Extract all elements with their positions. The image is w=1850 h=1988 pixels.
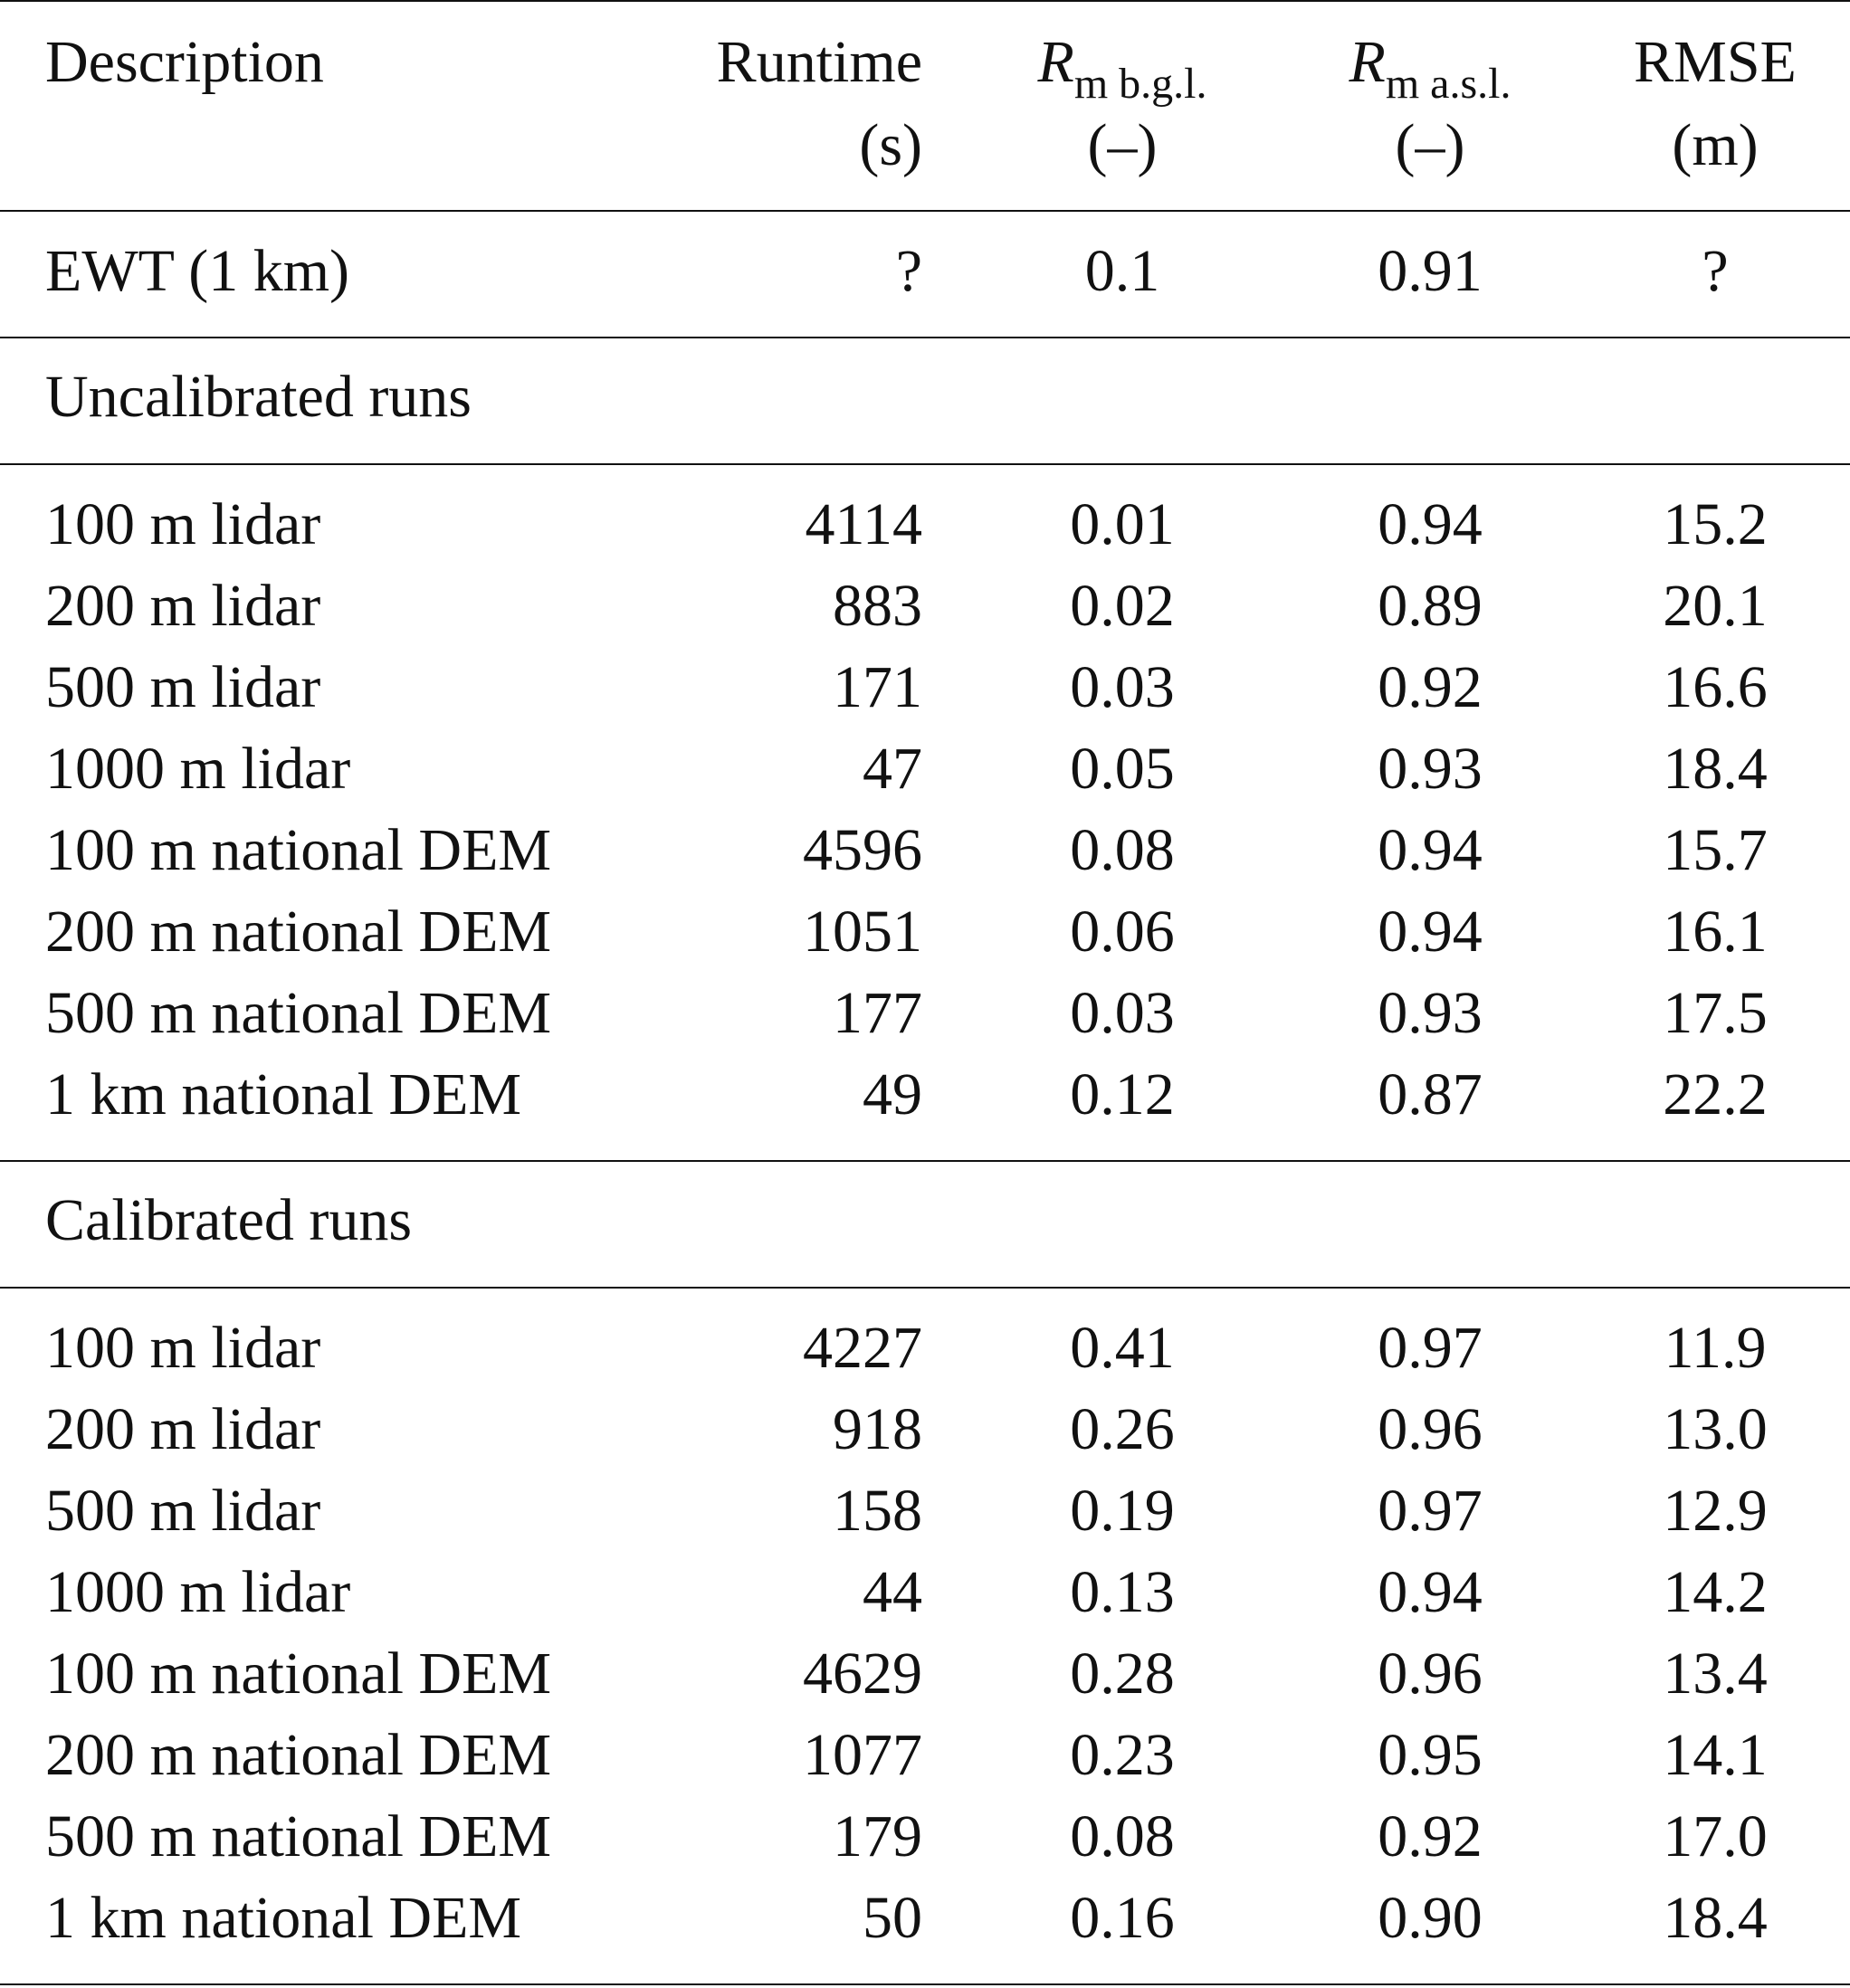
table-row (0, 1470, 1850, 1552)
table-row (0, 1633, 1850, 1715)
cell-rmse: ? (1702, 238, 1729, 304)
cell-r-bgl: 0.08 (1070, 817, 1175, 883)
cell-description: 100 m national DEM (45, 817, 552, 883)
cell-r-asl: 0.90 (1378, 1885, 1483, 1951)
cell-description: 500 m lidar (45, 1478, 321, 1544)
section-uncalibrated (0, 357, 1850, 438)
cell-rmse: 11.9 (1664, 1315, 1767, 1381)
table-row (0, 1715, 1850, 1796)
cell-runtime: 49 (863, 1061, 922, 1127)
cell-r-bgl: 0.03 (1070, 980, 1175, 1046)
table-row (0, 1389, 1850, 1470)
header-row-2 (0, 105, 1850, 186)
cell-r-bgl: 0.16 (1070, 1885, 1175, 1951)
header-r-bgl-symbol: R (1037, 29, 1074, 95)
cell-description: 100 m lidar (45, 491, 321, 557)
cell-r-bgl: 0.28 (1070, 1641, 1175, 1707)
cell-r-asl: 0.92 (1378, 1803, 1483, 1869)
header-runtime-unit: (s) (859, 112, 922, 178)
cell-r-bgl: 0.41 (1070, 1315, 1175, 1381)
cell-description: 200 m national DEM (45, 899, 552, 965)
cell-r-bgl: 0.08 (1070, 1803, 1175, 1869)
cell-r-asl: 0.96 (1378, 1396, 1483, 1462)
cell-r-asl: 0.87 (1378, 1061, 1483, 1127)
table-row (0, 1054, 1850, 1136)
cell-r-asl: 0.94 (1378, 817, 1483, 883)
cell-rmse: 15.7 (1663, 817, 1768, 883)
cell-rmse: 14.1 (1663, 1722, 1768, 1788)
header-r-bgl-unit: (–) (1087, 112, 1158, 178)
cell-runtime: 4114 (805, 491, 922, 557)
cell-description: 500 m national DEM (45, 1803, 552, 1869)
cell-runtime: 177 (833, 980, 922, 1046)
cell-r-bgl: 0.02 (1070, 573, 1175, 639)
cell-rmse: 17.0 (1663, 1803, 1768, 1869)
cell-rmse: 15.2 (1663, 491, 1768, 557)
table-row (0, 1308, 1850, 1389)
table-row (0, 973, 1850, 1054)
header-r-bgl (1014, 22, 1231, 108)
top-rule (0, 0, 1850, 2)
cell-r-asl: 0.94 (1378, 1559, 1483, 1625)
cell-description: 1000 m lidar (45, 1559, 351, 1625)
cell-r-bgl: 0.12 (1070, 1061, 1175, 1127)
header-row-1 (0, 22, 1850, 108)
cell-r-bgl: 0.03 (1070, 654, 1175, 720)
cell-runtime: 4227 (803, 1315, 922, 1381)
table-row (0, 810, 1850, 891)
cell-description: 1000 m lidar (45, 736, 351, 802)
ewt-rule (0, 337, 1850, 338)
cell-rmse: 13.0 (1663, 1396, 1768, 1462)
cell-r-bgl: 0.19 (1070, 1478, 1175, 1544)
cell-rmse: 16.6 (1663, 654, 1768, 720)
cell-description: 1 km national DEM (45, 1061, 522, 1127)
cell-rmse: 16.1 (1663, 899, 1768, 965)
table-row (0, 891, 1850, 973)
table-row (0, 728, 1850, 810)
header-r-asl-unit: (–) (1395, 112, 1465, 178)
section-calibrated (0, 1180, 1850, 1261)
cell-r-bgl: 0.06 (1070, 899, 1175, 965)
cell-description: 100 m lidar (45, 1315, 321, 1381)
cell-rmse: 17.5 (1663, 980, 1768, 1046)
cell-runtime: 50 (863, 1885, 922, 1951)
cell-r-asl: 0.97 (1378, 1478, 1483, 1544)
cell-r-bgl: 0.13 (1070, 1559, 1175, 1625)
cell-r-asl: 0.89 (1378, 573, 1483, 639)
uncalibrated-end-rule (0, 1160, 1850, 1162)
cell-description: EWT (1 km) (45, 238, 350, 304)
cell-description: 1 km national DEM (45, 1885, 522, 1951)
header-description: Description (45, 29, 324, 95)
table-row (0, 484, 1850, 566)
cell-r-bgl: 0.01 (1070, 491, 1175, 557)
cell-rmse: 18.4 (1663, 1885, 1768, 1951)
cell-description: 200 m lidar (45, 573, 321, 639)
calibrated-rule (0, 1287, 1850, 1289)
header-rule (0, 210, 1850, 212)
cell-r-asl: 0.91 (1378, 238, 1483, 304)
table-row-ewt (0, 231, 1850, 312)
cell-description: 500 m lidar (45, 654, 321, 720)
cell-runtime: ? (895, 238, 922, 304)
cell-runtime: 4629 (803, 1641, 922, 1707)
cell-r-asl: 0.94 (1378, 899, 1483, 965)
cell-runtime: 179 (833, 1803, 922, 1869)
table-row (0, 647, 1850, 728)
cell-runtime: 1051 (803, 899, 922, 965)
cell-rmse: 20.1 (1663, 573, 1768, 639)
cell-runtime: 1077 (803, 1722, 922, 1788)
cell-rmse: 14.2 (1663, 1559, 1768, 1625)
cell-description: 200 m lidar (45, 1396, 321, 1462)
cell-runtime: 4596 (803, 817, 922, 883)
cell-runtime: 44 (863, 1559, 922, 1625)
uncalibrated-rule (0, 463, 1850, 465)
cell-description: 200 m national DEM (45, 1722, 552, 1788)
cell-runtime: 47 (863, 736, 922, 802)
cell-rmse: 13.4 (1663, 1641, 1768, 1707)
cell-r-asl: 0.93 (1378, 736, 1483, 802)
header-rmse-unit: (m) (1672, 112, 1759, 178)
bottom-rule (0, 1983, 1850, 1985)
header-r-bgl-subscript: m b.g.l. (1073, 60, 1207, 108)
cell-rmse: 22.2 (1663, 1061, 1768, 1127)
cell-rmse: 12.9 (1663, 1478, 1768, 1544)
cell-r-bgl: 0.1 (1084, 238, 1160, 304)
header-runtime: Runtime (716, 29, 922, 95)
header-r-asl-symbol: R (1349, 29, 1386, 95)
section-label-uncalibrated: Uncalibrated runs (45, 364, 472, 430)
header-r-asl (1321, 22, 1539, 108)
table-row (0, 566, 1850, 647)
cell-rmse: 18.4 (1663, 736, 1768, 802)
cell-r-bgl: 0.05 (1070, 736, 1175, 802)
cell-runtime: 158 (833, 1478, 922, 1544)
cell-runtime: 171 (833, 654, 922, 720)
table-row (0, 1552, 1850, 1633)
cell-description: 500 m national DEM (45, 980, 552, 1046)
section-label-calibrated: Calibrated runs (45, 1187, 413, 1253)
cell-runtime: 883 (833, 573, 922, 639)
cell-r-asl: 0.92 (1378, 654, 1483, 720)
cell-r-bgl: 0.26 (1070, 1396, 1175, 1462)
cell-r-asl: 0.96 (1378, 1641, 1483, 1707)
cell-r-asl: 0.93 (1378, 980, 1483, 1046)
cell-runtime: 918 (833, 1396, 922, 1462)
header-r-asl-subscript: m a.s.l. (1385, 60, 1511, 108)
cell-r-bgl: 0.23 (1070, 1722, 1175, 1788)
table-row (0, 1796, 1850, 1878)
cell-r-asl: 0.95 (1378, 1722, 1483, 1788)
table-row (0, 1878, 1850, 1959)
header-rmse: RMSE (1634, 29, 1797, 95)
cell-r-asl: 0.97 (1378, 1315, 1483, 1381)
cell-description: 100 m national DEM (45, 1641, 552, 1707)
cell-r-asl: 0.94 (1378, 491, 1483, 557)
